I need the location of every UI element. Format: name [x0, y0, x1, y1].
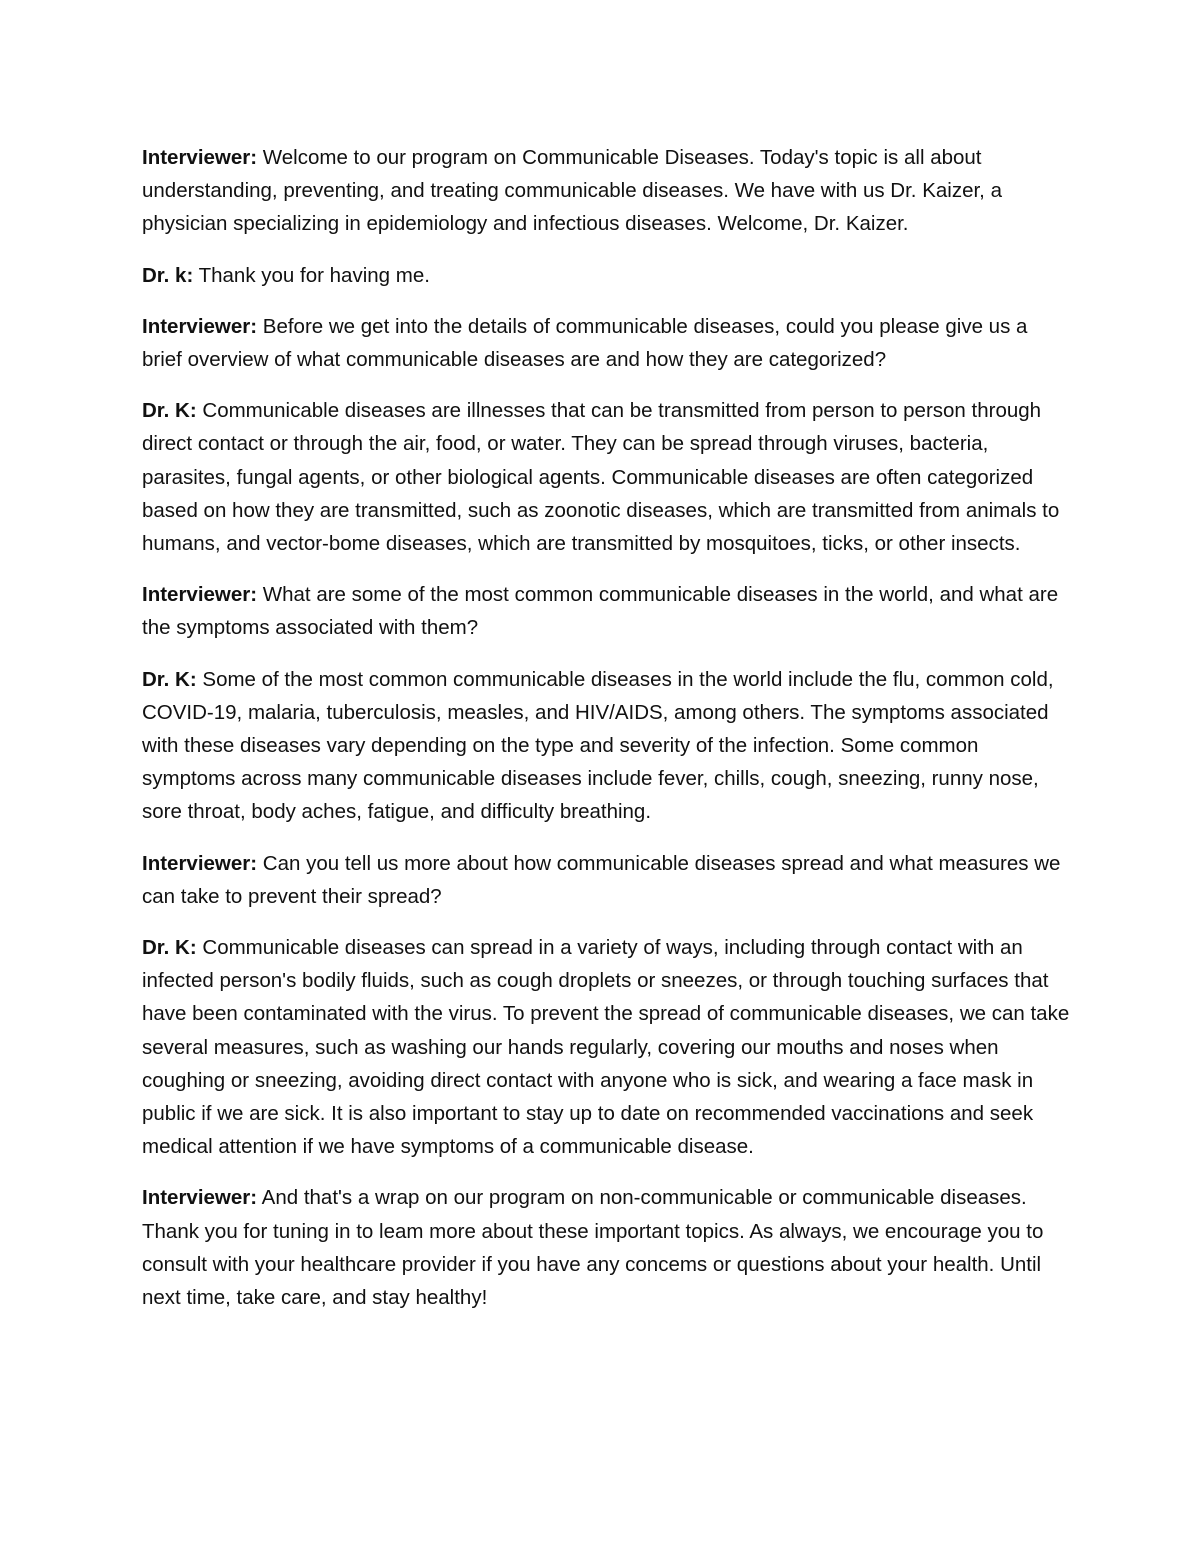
paragraph-7: [142, 847, 1072, 913]
speaker-label: Interviewer:: [142, 851, 258, 875]
speaker-label: Interviewer:: [142, 1186, 258, 1210]
paragraph-text: Before we get into the details of communicable diseases, could you please give us a brief overview of what communicable diseases are and how they are categorized?: [142, 314, 1028, 372]
paragraph-6: [142, 663, 1072, 829]
paragraph-text: And that's a wrap on our program on non-communicable or communicable diseases. Thank you for tuning in to leam more about these important topics. As always, we encourage you to consult with your healthcare provider if you have any concems or questions about your health. Until next time, take care, and stay healthy!: [142, 1186, 1044, 1310]
speaker-label: Interviewer:: [142, 314, 258, 338]
paragraph-text: Thank you for having me.: [198, 263, 430, 287]
speaker-label: Dr. k:: [142, 263, 194, 287]
paragraph-9: [142, 1181, 1072, 1314]
paragraph-3: [142, 310, 1072, 376]
paragraph-4: [142, 394, 1072, 560]
paragraph-text: Communicable diseases can spread in a variety of ways, including through contact with an infected person's bodily fluids, such as cough droplets or sneezes, or through touching surfaces that have been contaminated with the virus. To prevent the spread of communicable diseases, we can take several measures, such as washing our hands regularly, covering our mouths and noses when coughing or sneezing, avoiding direct contact with anyone who is sick, and wearing a face mask in public if we are sick. It is also important to stay up to date on recommended vaccinations and seek medical attention if we have symptoms of a communicable disease.: [142, 936, 1070, 1159]
paragraph-2: [142, 259, 1072, 292]
paragraph-1: [142, 141, 1072, 241]
paragraph-text: Communicable diseases are illnesses that can be transmitted from person to person through direct contact or through the air, food, or water. They can be spread through viruses, bacteria, parasites, fungal agents, or other biological agents. Communicable diseases are often categorized based on how they are transmitted, such as zoonotic diseases, which are transmitted from animals to humans, and vector-bome diseases, which are transmitted by mosquitoes, ticks, or other insects.: [142, 399, 1060, 556]
paragraph-text: Welcome to our program on Communicable Diseases. Today's topic is all about understanding, preventing, and treating communicable diseases. We have with us Dr. Kaizer, a physician specializing in epidemiology and infectious diseases. Welcome, Dr. Kaizer.: [142, 146, 1002, 236]
speaker-label: Interviewer:: [142, 146, 258, 169]
paragraph-5: [142, 578, 1072, 644]
document-body: [142, 141, 1072, 1332]
speaker-label: Interviewer:: [142, 583, 258, 607]
speaker-label: Dr. K:: [142, 667, 197, 691]
paragraph-text: What are some of the most common communicable diseases in the world, and what are the symptoms associated with them?: [142, 583, 1059, 640]
speaker-label: Dr. K:: [142, 936, 197, 960]
paragraph-text: Can you tell us more about how communicable diseases spread and what measures we can take to prevent their spread?: [142, 851, 1061, 908]
paragraph-text: Some of the most common communicable diseases in the world include the flu, common cold, COVID-19, malaria, tuberculosis, measles, and HIV/AIDS, among others. The symptoms associated with these diseases vary depending on the type and severity of the infection. Some common symptoms across many communicable diseases include fever, chills, cough, sneezing, runny nose, sore throat, body aches, fatigue, and difficulty breathing.: [142, 667, 1054, 824]
speaker-label: Dr. K:: [142, 399, 197, 423]
paragraph-8: [142, 931, 1072, 1163]
